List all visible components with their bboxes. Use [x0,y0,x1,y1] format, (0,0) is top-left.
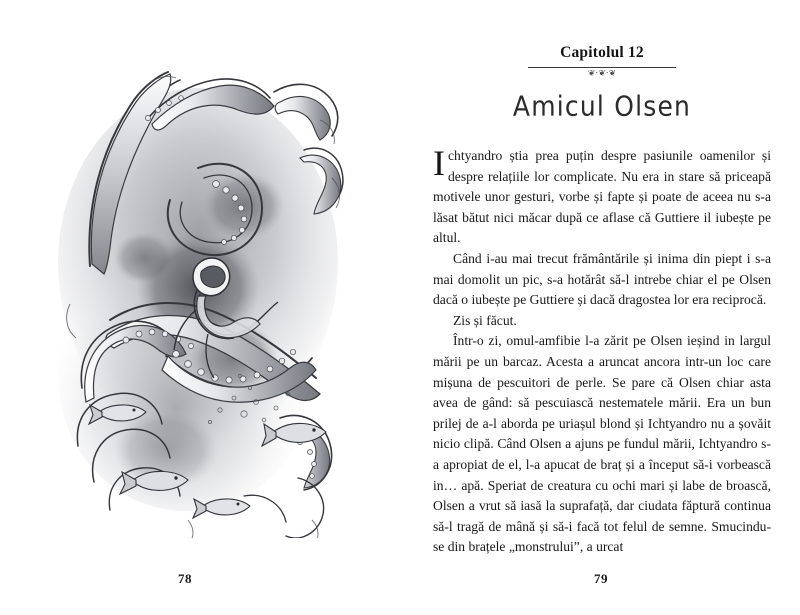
octopus-attack-illustration [48,58,348,538]
drop-cap: I [433,143,445,183]
chapter-header [433,44,771,123]
paragraph-1-text: chtyandro știa prea puțin despre pasiunile oamenilor și despre relațiile lor complicate. Nu era in stare să priceapă motivele unor gesturi, vorbe și fapte și poate de aceea nu s-a lăsat bătut nici măcar după ce aflase că Guttiere il iubește pe altul. [433,148,771,246]
chapter-divider [528,67,676,83]
paragraph-4: Într-o zi, omul-amfibie l-a zărit pe Olsen ieșind in largul mării pe un barcaz. Acesta a aruncat ancora intr-un loc care mișuna de pescuitori de perle. Se pare că Olsen chiar asta avea de gând: să pescuiască nestematele mării. Era un bun prilej de a-l aborda pe uriașul blond și Ichtyandro nu a șovăit nicio clipă. Când Olsen a ajuns pe fundul mării, Ichtyandro s-a apropiat de el, l-a apucat de braț și a început să-i vorbească in… apă. Speriat de creatura cu ochi mari și labe de broască, Olsen a vrut să iasă la suprafață, dar ciudata făptură continua să-l tragă de mână și să-i facă tot felul de semne. Smucindu-se din brațele „monstrului”, a urcat [433,333,771,555]
page-number-right: 79 [594,571,608,586]
page-number-left: 78 [178,571,192,586]
divider-line [528,67,676,68]
ornament-flourish: ❦·❦·❦ [587,69,617,79]
right-page [400,0,800,615]
illustration-canvas [48,58,348,538]
paragraph-3: Zis și făcut. [453,312,517,328]
chapter-number: Capitolul 12 [560,44,644,61]
paragraph-1 [433,143,771,249]
paragraph-2: Când i-au mai trecut frământările și inima din piept i s-a mai domolit un pic, s-a hotărât să-l intrebe chiar el pe Olsen dacă o iubește pe Guttiere și dacă dragostea lor era reciprocă. [433,250,771,308]
chapter-title: Amicul Olsen [512,89,692,123]
body-text-block [433,143,771,558]
